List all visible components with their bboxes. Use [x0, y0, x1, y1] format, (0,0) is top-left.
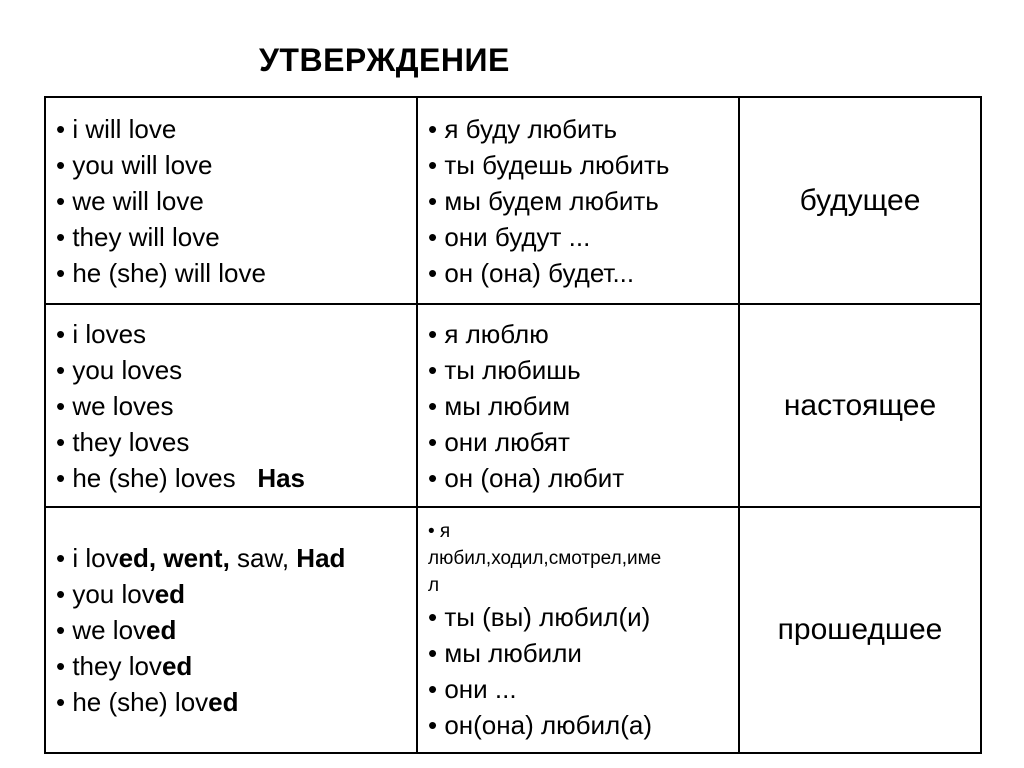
- tense-label-present: настоящее: [739, 304, 981, 507]
- russian-line: • они будут ...: [428, 221, 591, 252]
- russian-line: • они ...: [428, 673, 517, 704]
- russian-line: • я люблю: [428, 318, 549, 349]
- table-row-past: [45, 507, 981, 753]
- english-cell-present: [45, 304, 417, 507]
- had-note: Had: [296, 543, 346, 573]
- english-line: • i will love: [56, 113, 177, 144]
- russian-line: • ты (вы) любил(и): [428, 601, 651, 632]
- russian-line: • я буду любить: [428, 113, 618, 144]
- english-line: • you will love: [56, 149, 213, 180]
- english-line: • we loves: [56, 390, 174, 421]
- english-line: • they will love: [56, 221, 220, 252]
- bold-ending: ed: [208, 687, 239, 717]
- russian-line: • мы любили: [428, 637, 582, 668]
- russian-line: • мы будем любить: [428, 185, 659, 216]
- line-text: • we lov: [56, 615, 147, 645]
- english-line: • they loves: [56, 426, 190, 457]
- english-line: [56, 612, 416, 648]
- english-line: • he (she) will love: [56, 257, 266, 288]
- english-line: [56, 540, 416, 576]
- russian-small-line: • я: [428, 520, 451, 542]
- russian-line: • он (она) любит: [428, 462, 625, 493]
- russian-small-line: л: [428, 574, 440, 596]
- english-line-text: • he (she) loves: [56, 462, 236, 493]
- russian-line: • ты будешь любить: [428, 149, 670, 180]
- table-row-present: [45, 304, 981, 507]
- bold-ending: ed, went,: [118, 543, 230, 573]
- russian-line: • они любят: [428, 426, 570, 457]
- russian-small-line: любил,ходил,смотрел,име: [428, 547, 662, 569]
- english-cell-past: [45, 507, 417, 753]
- bold-ending: ed: [154, 579, 186, 609]
- english-line: [56, 460, 416, 496]
- russian-line: • он (она) будет...: [428, 257, 635, 288]
- russian-cell-present: [417, 304, 739, 507]
- line-text: • you lov: [56, 579, 155, 609]
- russian-line: • ты любишь: [428, 354, 581, 385]
- russian-cell-future: [417, 97, 739, 304]
- russian-line: • он(она) любил(а): [428, 709, 652, 740]
- bold-ending: ed: [146, 615, 177, 645]
- english-cell-future: [45, 97, 417, 304]
- english-line: • we will love: [56, 185, 204, 216]
- line-text: • he (she) lov: [56, 687, 209, 717]
- english-line: [56, 648, 416, 684]
- page-title: УТВЕРЖДЕНИЕ: [259, 42, 510, 78]
- has-note: Has: [257, 462, 306, 493]
- english-line: • you loves: [56, 354, 183, 385]
- line-text: saw,: [229, 543, 297, 573]
- english-line: [56, 684, 416, 720]
- line-text: • they lov: [56, 651, 162, 681]
- tense-label-future: будущее: [739, 97, 981, 304]
- english-line: • i loves: [56, 318, 147, 349]
- line-text: • i lov: [56, 543, 119, 573]
- bold-ending: ed: [161, 651, 193, 681]
- english-line: [56, 576, 416, 612]
- table-row-future: [45, 97, 981, 304]
- tense-label-past: прошедшее: [739, 507, 981, 753]
- russian-cell-past: [417, 507, 739, 753]
- tense-table: [44, 96, 982, 754]
- russian-line: • мы любим: [428, 390, 571, 421]
